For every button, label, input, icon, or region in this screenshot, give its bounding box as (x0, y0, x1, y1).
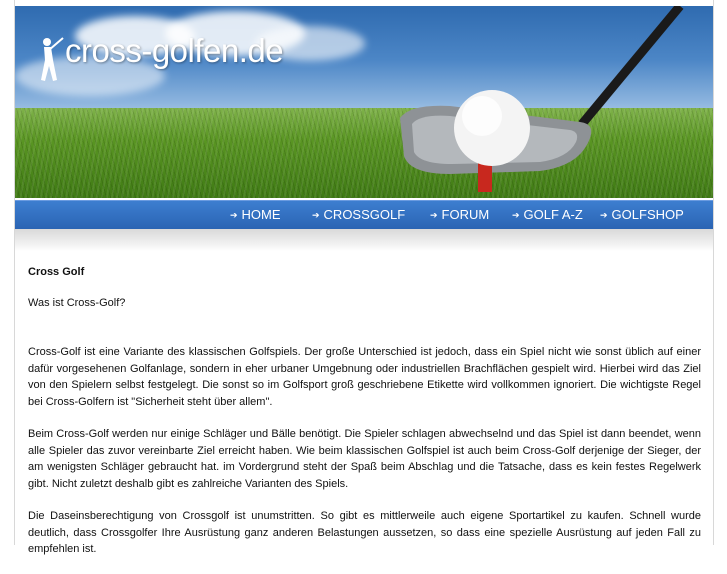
golfer-icon (37, 36, 65, 86)
nav-forum[interactable] (430, 207, 489, 222)
sub-navigation-bar (15, 229, 713, 251)
main-navigation (15, 200, 713, 229)
nav-forum-label: FORUM (441, 207, 490, 222)
nav-crossgolf-label: CROSSGOLF (323, 207, 406, 222)
arrow-right-icon: ➔ (312, 210, 320, 220)
arrow-right-icon: ➔ (430, 210, 438, 220)
arrow-right-icon: ➔ (230, 210, 238, 220)
nav-golfshop-label: GOLFSHOP (611, 207, 684, 222)
nav-home-label: HOME (241, 207, 281, 222)
nav-golf-a-z[interactable] (512, 207, 583, 222)
arrow-right-icon: ➔ (512, 210, 520, 220)
page-title: Cross Golf (28, 266, 85, 278)
golf-club-ball-image (390, 6, 710, 198)
header-banner (15, 6, 713, 198)
arrow-right-icon: ➔ (600, 210, 608, 220)
paragraph: Beim Cross-Golf werden nur einige Schläger und Bälle benötigt. Die Spieler schlagen abwechselnd und das Spiel ist dann beendet, wenn alle Spieler das zuvor vereinbarte Ziel erreicht haben. Wie beim klassischen Golfspiel ist auch beim Cross-Golf derjenige der Sieger, der am wenigsten Schläger gebraucht hat. im Vordergrund steht der Spaß beim Abschlag und die Tatsache, dass es kein festes Regelwerk gibt. Nicht zuletzt deshalb gibt es zahlreiche Varianten des Spiels. (28, 428, 701, 490)
page-subtitle: Was ist Cross-Golf? (28, 296, 126, 309)
site-logo[interactable]: cross-golfen.de (65, 32, 284, 69)
nav-home[interactable] (230, 207, 281, 222)
paragraph: Cross-Golf ist eine Variante des klassischen Golfspiels. Der große Unterschied ist jedoch, dass ein Spiel nicht wie sonst üblich auf einer dafür vorgesehenen Golfanlage, sondern in eher urbaner Umgebnung oder industriellen Brachflächen gespielt wird. Hierbei wird das Ziel von den Spielern selbst festgelegt. Die sonst so im Golfsport groß geschriebene Etikette wird vollkommen ignoriert. Die wichtigste Regel bei Cross-Golfern ist "Sicherheit steht über allem". (28, 346, 701, 408)
nav-golf-a-z-label: GOLF A-Z (523, 207, 583, 222)
main-content (28, 264, 701, 574)
page-container (14, 0, 714, 555)
paragraph: Die Daseinsberechtigung von Crossgolf ist unumstritten. So gibt es mittlerweile auch eigene Sportartikel zu kaufen. Schnell wurde deutlich, dass Crossgolfer Ihre Ausrüstung ganz anderen Belastungen aussetzen, so dass eine spezielle Ausrüstung auf jeden Fall zu empfehlen ist. (28, 510, 701, 555)
nav-crossgolf[interactable] (312, 207, 405, 222)
nav-golfshop[interactable] (600, 207, 684, 222)
